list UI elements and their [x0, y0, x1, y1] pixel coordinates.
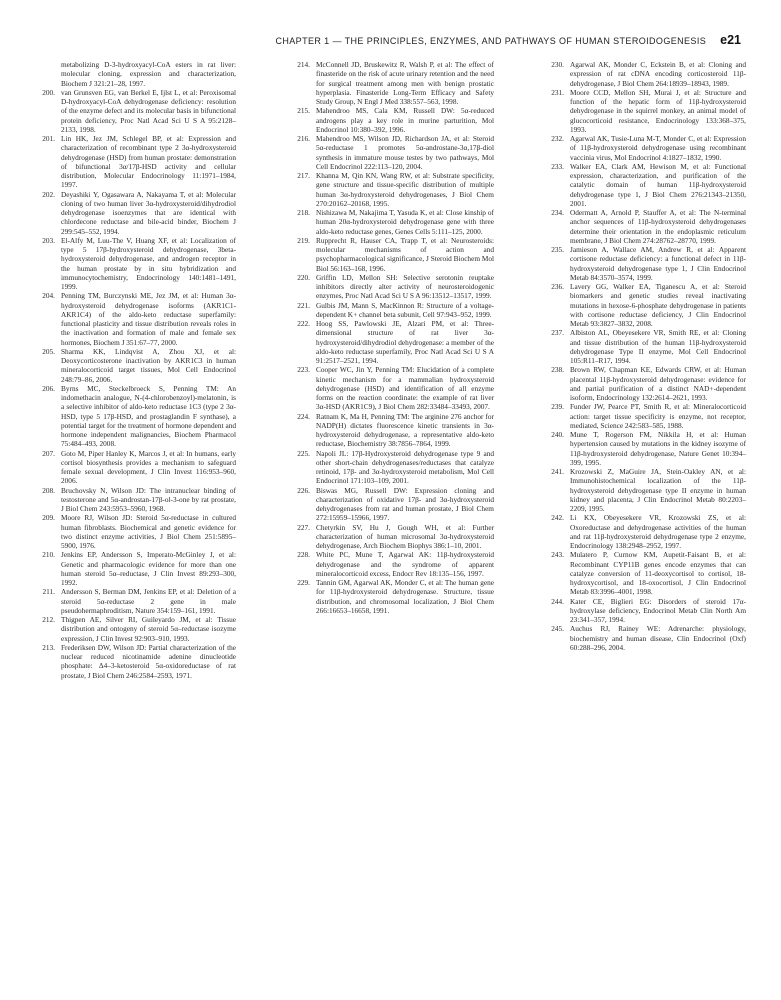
- reference-entry: [36, 550, 236, 587]
- reference-entry: [36, 347, 236, 384]
- reference-number: 243.: [551, 550, 564, 560]
- reference-entry: [545, 365, 746, 402]
- reference-entry: [36, 60, 236, 88]
- reference-entry: [291, 550, 494, 578]
- reference-number: 242.: [551, 513, 564, 523]
- reference-entry: [291, 301, 494, 320]
- reference-entry: [291, 273, 494, 301]
- reference-text: Bruchovsky N, Wilson JD: The intranuclear binding of testosterone and 5α-androstan-17β-ol-3-one by rat prostate, J Biol Chem 243:5953–5960, 1968.: [61, 485, 236, 513]
- reference-entry: [291, 412, 494, 449]
- reference-entry: [545, 88, 746, 134]
- reference-text: Tannin GM, Agarwal AK, Monder C, et al: The human gene for 11β-hydroxysteroid dehydrogenase. Structure, tissue distribution, and chromosomal localization, J Biol Chem 266:16653–16658, 1991.: [316, 578, 494, 615]
- reference-text: van Grunsven EG, van Berkel E, Ijlst L, et al: Peroxisomal D-hydroxyacyl-CoA dehydrogenase deficiency: resolution of the enzyme defect and its molecular basis in bifunctional protein deficiency, Proc Natl Acad Sci U S A 95:2128–2133, 1998.: [61, 87, 236, 134]
- reference-text: Cooper WC, Jin Y, Penning TM: Elucidation of a complete kinetic mechanism for a mammalian hydroxysteroid dehydrogenase (HSD) and identification of all enzyme forms on the reaction coordinate: the example of rat liver 3α-HSD (AKR1C9), J Biol Chem 282:33484–33493, 2007.: [316, 365, 494, 412]
- reference-number: 213.: [42, 642, 55, 652]
- reference-number: 206.: [42, 383, 55, 393]
- reference-entry: [545, 624, 746, 652]
- reference-number: 233.: [551, 161, 564, 171]
- reference-entry: [545, 430, 746, 467]
- reference-entry: [36, 615, 236, 643]
- reference-number: 228.: [297, 550, 310, 560]
- reference-column-3: [545, 60, 746, 652]
- page-number: e21: [720, 33, 741, 47]
- reference-number: 221.: [297, 300, 310, 310]
- reference-number: 216.: [297, 134, 310, 143]
- reference-number: 202.: [42, 189, 55, 199]
- reference-entry: [36, 236, 236, 292]
- reference-entry: [545, 245, 746, 282]
- reference-number: 224.: [297, 411, 310, 421]
- reference-text: Agarwal AK, Tusie-Luna M-T, Monder C, et al: Expression of 11β-hydroxysteroid dehydrogenase using recombinant vaccinia virus, Mol Endocrinol 4:1827–1832, 1990.: [570, 134, 746, 162]
- reference-text: Goto M, Piper Hanley K, Marcos J, et al: In humans, early cortisol biosynthesis provides a mechanism to safeguard female sexual development, J Clin Invest 116:953–960, 2006.: [61, 448, 236, 486]
- reference-number: 215.: [297, 106, 310, 116]
- reference-text: Thigpen AE, Silver RI, Guileyardo JM, et al: Tissue distribution and ontogeny of steroid 5α–reductase isozyme expression, J Clin Invest 92:903–910, 1993.: [61, 615, 236, 643]
- reference-number: 205.: [42, 346, 55, 356]
- reference-text: Mulatero P, Curnow KM, Aupetit-Faisant B, et al: Recombinant CYP11B genes encode enzymes that can catalyze conversion of 11-deoxycortisol to cortisol, 18-hydroxycortisol, and 18-oxocortisol, J Clin Endocrinol Metab 83:3996–4001, 1998.: [570, 550, 746, 597]
- reference-text: El-Alfy M, Luu-The V, Huang XF, et al: Localization of type 5 17β-hydroxysteroid dehydrogenase, 3beta-hydroxysteroid dehydrogenase, and androgen receptor in the human prostate by in situ hybridization and immunocytochemistry, Endocrinology 140:1481–1491, 1999.: [61, 235, 236, 291]
- reference-text: White PC, Mune T, Agarwal AK: 11β-hydroxysteroid dehydrogenase and the syndrome of apparent mineralocorticoid excess, Endocr Rev 18:135–156, 1997.: [316, 550, 494, 578]
- reference-entry: [291, 578, 494, 615]
- reference-number: 240.: [551, 430, 564, 439]
- reference-text: Khanna M, Qin KN, Wang RW, et al: Substrate specificity, gene structure and tissue-specific distribution of multiple human 3α-hydroxysteroid dehydrogenases, J Biol Chem 270:20162–20168, 1995.: [316, 171, 494, 208]
- reference-number: 232.: [551, 134, 564, 143]
- reference-number: 230.: [551, 60, 564, 69]
- reference-entry: [545, 328, 746, 365]
- reference-entry: [36, 88, 236, 134]
- reference-entry: [291, 106, 494, 134]
- reference-text: McConnell JD, Bruskewitz R, Walsh P, et al: The effect of finasteride on the risk of acute urinary retention and the need for surgical treatment among men with benign prostatic hyperplasia. Finasteride Long-Term Efficacy and Safety Study Group, N Engl J Med 338:557–563, 1998.: [316, 60, 494, 106]
- reference-text: Byrns MC, Steckelbroeck S, Penning TM: An indomethacin analogue, N-(4-chlorobenzoyl)-melatonin, is a selective inhibitor of aldo-keto reductase 1C3 (type 2 3α-HSD, type 5 17β-HSD, and prostaglandin F synthase), a potential target for the treatment of hormone dependent and hormone independent malignancies, Biochem Pharmacol 75:484–493, 2008.: [61, 383, 236, 449]
- reference-text: Sharma KK, Lindqvist A, Zhou XJ, et al: Deoxycorticosterone inactivation by AKR1C3 in human mineralocorticoid target tissues, Mol Cell Endocrinol 248:79–86, 2006.: [61, 346, 236, 384]
- reference-number: 204.: [42, 291, 55, 301]
- reference-entry: [545, 550, 746, 596]
- reference-entry: [36, 291, 236, 347]
- reference-text: Mune T, Rogerson FM, Nikkila H, et al: Human hypertension caused by mutations in the kidney isozyme of 11β-hydroxysteroid dehydrogenase, Nature Genet 10:394–399, 1995.: [570, 430, 746, 467]
- reference-number: 226.: [297, 485, 310, 495]
- reference-entry: [291, 60, 494, 106]
- reference-entry: [291, 134, 494, 171]
- reference-number: 208.: [42, 485, 55, 495]
- reference-entry: [36, 190, 236, 236]
- reference-number: 212.: [42, 615, 55, 624]
- reference-number: 244.: [551, 596, 564, 606]
- reference-number: 245.: [551, 624, 564, 634]
- reference-text: Hoog SS, Pawlowski JE, Alzari PM, et al: Three-dimensional structure of rat liver 3α- hydroxysteroid/dihydrodiol dehydrogenase: a member of the aldo-keto reductase superfamily, Proc Natl Acad Sci U S A 91:2517–2521, 1994.: [316, 319, 494, 365]
- reference-number: 209.: [42, 513, 55, 523]
- reference-text: Rupprecht R, Hauser CA, Trapp T, et al: Neurosteroids: molecular mechanisms of action and psychopharmacological significance, J Steroid Biochem Mol Biol 56:163–168, 1996.: [316, 235, 494, 273]
- reference-entry: [545, 60, 746, 88]
- reference-text: Griffin LD, Mellon SH: Selective serotonin reuptake inhibitors directly alter activity of neurosteroidogenic enzymes, Proc Natl Acad Sci U S A 96:13512–13517, 1999.: [316, 272, 494, 301]
- reference-number: 241.: [551, 467, 564, 476]
- reference-text: Mahendroo MS, Cala KM, Russell DW: 5α-reduced androgens play a key role in murine parturition, Mol Endocrinol 10:380–392, 1996.: [316, 106, 494, 134]
- reference-number: 211.: [42, 587, 55, 597]
- reference-number: 239.: [551, 402, 564, 412]
- reference-entry: [36, 513, 236, 550]
- reference-entry: [291, 236, 494, 273]
- reference-text: Walker EA, Clark AM, Hewison M, et al: Functional expression, characterization, and purification of the catalytic domain of human 11β-hydroxysteroid dehydrogenase type 1, J Biol Chem 276:21343–21350, 2001.: [570, 161, 746, 208]
- reference-entry: [291, 486, 494, 523]
- chapter-title: CHAPTER 1 — THE PRINCIPLES, ENZYMES, AND PATHWAYS OF HUMAN STEROIDOGENESIS: [275, 36, 707, 46]
- reference-entry: [291, 208, 494, 236]
- reference-number: 200.: [42, 87, 55, 97]
- reference-text: Lavery GG, Walker EA, Tiganescu A, et al: Steroid biomarkers and genetic studies reveal inactivating mutations in hexose-6-phosphate dehydrogenase in patients with cortisone reductase deficiency, J Clin Endocrinol Metab 93:3827–3832, 2008.: [570, 282, 746, 328]
- reference-number: 203.: [42, 235, 55, 245]
- reference-text: Kater CE, Biglieri EG: Disorders of steroid 17α-hydroxylase deficiency, Endocrinol Metab Clin North Am 23:341–357, 1994.: [570, 596, 746, 624]
- reference-number: 218.: [297, 208, 310, 217]
- reference-number: 222.: [297, 319, 310, 328]
- reference-entry: [36, 449, 236, 486]
- reference-entry: [36, 134, 236, 190]
- reference-entry: [291, 449, 494, 486]
- reference-column-1: [36, 60, 236, 680]
- reference-entry: [545, 402, 746, 430]
- reference-number: 207.: [42, 448, 55, 458]
- reference-number: 223.: [297, 365, 310, 375]
- reference-text: Auchus RJ, Rainey WE: Adrenarche: physiology, biochemistry and human disease, Clin Endocrinol (Oxf) 60:288–296, 2004.: [570, 624, 746, 652]
- reference-number: 220.: [297, 272, 310, 282]
- reference-number: 238.: [551, 365, 564, 375]
- reference-entry: [36, 486, 236, 514]
- reference-text: Gulbis JM, Mann S, MacKinnon R: Structure of a voltage-dependent K+ channel beta subunit, Cell 97:943–952, 1999.: [316, 300, 494, 319]
- reference-text: Deyashiki Y, Ogasawara A, Nakayama T, et al: Molecular cloning of two human liver 3α-hydroxysteroid/dihydrodiol dehydrogenase isoenzymes that are identical with chlordecone reductase and bile-acid binder, Biochem J 299:545–552, 1994.: [61, 189, 236, 236]
- reference-entry: [545, 513, 746, 550]
- reference-text: Andersson S, Berman DM, Jenkins EP, et al: Deletion of a steroid 5α-reductase 2 gene in male pseudohermaphroditism, Nature 354:159–161, 1991.: [61, 587, 236, 615]
- reference-text: Frederiksen DW, Wilson JD: Partial characterization of the nuclear reduced nicotinamide adenine dinucleotide phosphate: Δ4–3-ketosteroid 5α-oxidoreductase of rat prostate, J Biol Chem 246:2584–2593, 1971.: [61, 642, 236, 680]
- reference-number: 236.: [551, 282, 564, 291]
- reference-entry: [36, 643, 236, 680]
- reference-entry: [36, 384, 236, 449]
- reference-text: Ratnam K, Ma H, Penning TM: The arginine 276 anchor for NADP(H) dictates fluorescence kinetic transients in 3α-hydroxysteroid dehydrogenase, a representative aldo-keto reductase, Biochemistry 38:7856–7864, 1999.: [316, 411, 494, 449]
- reference-text: Nishizawa M, Nakajima T, Yasuda K, et al: Close kinship of human 20α-hydroxysteroid dehydrogenase gene with three aldo-keto reductase genes, Genes Cells 5:111–125, 2000.: [316, 208, 494, 236]
- reference-text: Lin HK, Jez JM, Schlegel BP, et al: Expression and characterization of recombinant type 2 3α-hydroxysteroid dehydrogenase (HSD) from human prostate: demonstration of bifunctional 3α/17β-HSD activity and cellular distribution, Molecular Endocrinology 11:1971–1984, 1997.: [61, 134, 236, 190]
- reference-entry: [291, 319, 494, 365]
- reference-number: 219.: [297, 235, 310, 245]
- reference-text: Moore CCD, Mellon SH, Murai J, et al: Structure and function of the hepatic form of 11β-hydroxysteroid dehydrogenase in the squirrel monkey, an animal model of glucocorticoid resistance, Endocrinology 133:368–375, 1993.: [570, 87, 746, 134]
- reference-text: Odermatt A, Arnold P, Stauffer A, et al: The N-terminal anchor sequences of 11β-hydroxysteroid dehydrogenases determine their orientation in the endoplasmic reticulum membrane, J Biol Chem 274:28762–28770, 1999.: [570, 208, 746, 245]
- reference-text: Napoli JL: 17β-Hydroxysteroid dehydrogenase type 9 and other short-chain dehydrogenases/reductases that catalyze retinoid, 17β- and 3α-hydroxysteroid metabolism, Mol Cell Endocrinol 171:103–109, 2001.: [316, 448, 494, 486]
- reference-text: Brown RW, Chapman KE, Edwards CRW, et al: Human placental 11β-hydroxysteroid dehydrogenase: evidence for and partial purification of a distinct NAD+-dependent isoform, Endocrinology 132:2614–2621, 1993.: [570, 365, 746, 402]
- reference-text: Jenkins EP, Andersson S, Imperato-McGinley J, et al: Genetic and pharmacologic evidence for more than one human steroid 5α–reductase, J Clin Invest 89:293–300, 1992.: [61, 550, 236, 587]
- reference-column-2: [291, 60, 494, 615]
- reference-number: 225.: [297, 448, 310, 458]
- reference-text: Chetyrkin SV, Hu J, Gough WH, et al: Further characterization of human microsomal 3α-hydroxysteroid dehydrogenase, Arch Biochem Biophys 386:1–10, 2001.: [316, 522, 494, 550]
- reference-entry: [291, 523, 494, 551]
- reference-text: Biswas MG, Russell DW: Expression cloning and characterization of oxidative 17β- and 3α-hydroxysteroid dehydrogenases from rat and human prostate, J Biol Chem 272:15959–15966, 1997.: [316, 485, 494, 523]
- reference-text: Albiston AL, Obeyesekere VR, Smith RE, et al: Cloning and tissue distribution of the human 11β-hydroxysteroid dehydrogenase Type II enzyme, Mol Cell Endocrinol 105:R11–R17, 1994.: [570, 328, 746, 365]
- reference-number: 237.: [551, 328, 564, 338]
- reference-text: Penning TM, Burczynski ME, Jez JM, et al: Human 3α-hydroxysteroid dehydrogenase isoforms (AKR1C1-AKR1C4) of the aldo-keto reductase superfamily: functional plasticity and tissue distribution reveals roles in the inactivation and formation of male and female sex hormones, Biochem J 351:67–77, 2000.: [61, 291, 236, 347]
- reference-number: 201.: [42, 134, 55, 143]
- reference-number: 217.: [297, 171, 310, 180]
- reference-text: Jamieson A, Wallace AM, Andrew R, et al: Apparent cortisone reductase deficiency: a functional defect in 11β-hydroxysteroid dehydrogenase type 1, J Clin Endocrinol Metab 84:3570–3574, 1999.: [570, 245, 746, 282]
- reference-text: Mahendroo MS, Wilson JD, Richardson JA, et al: Steroid 5α-reductase 1 promotes 5α-androstane-3α,17β-diol synthesis in immature mouse testes by two pathways, Mol Cell Endocrinol 222:113–120, 2004.: [316, 134, 494, 171]
- reference-entry: [545, 162, 746, 208]
- reference-text: metabolizing D-3-hydroxyacyl-CoA esters in rat liver: molecular cloning, expression and characterization, Biochem J 321:21–28, 1997.: [61, 60, 236, 88]
- reference-text: Agarwal AK, Monder C, Eckstein B, et al: Cloning and expression of rat cDNA encoding corticosteroid 11β-dehydrogenase, J Biol Chem 264:18939–18943, 1989.: [570, 60, 746, 88]
- reference-number: 214.: [297, 60, 310, 69]
- reference-text: Krozowski Z, MaGuire JA, Stein-Oakley AN, et al: Immunohistochemical localization of the 11β-hydroxysteroid dehydrogenase type II enzyme in human kidney and placenta, J Clin Endocrinol Metab 80:2203–2209, 1995.: [570, 467, 746, 513]
- reference-entry: [545, 597, 746, 625]
- reference-entry: [36, 587, 236, 615]
- reference-entry: [545, 134, 746, 162]
- reference-text: Li KX, Obeyesekere VR, Krozowski ZS, et al: Oxoreductase and dehydrogenase activities of the human and rat 11β-hydroxysteroid dehydrogenase type 2 enzyme, Endocrinology 138:2948–2952, 1997.: [570, 513, 746, 550]
- reference-entry: [291, 171, 494, 208]
- reference-entry: [545, 282, 746, 328]
- reference-number: 227.: [297, 522, 310, 532]
- reference-number: 210.: [42, 550, 55, 560]
- reference-entry: [291, 365, 494, 411]
- reference-number: 231.: [551, 87, 564, 97]
- reference-number: 234.: [551, 208, 564, 217]
- reference-number: 229.: [297, 578, 310, 587]
- reference-text: Moore RJ, Wilson JD: Steroid 5α-reductase in cultured human fibroblasts. Biochemical and genetic evidence for two distinct enzyme activities, J Biol Chem 251:5895–5900, 1976.: [61, 513, 236, 550]
- reference-number: 235.: [551, 245, 564, 254]
- reference-entry: [545, 467, 746, 513]
- reference-entry: [545, 208, 746, 245]
- reference-text: Funder JW, Pearce PT, Smith R, et al: Mineralocorticoid action: target tissue specificity is enzyme, not receptor, mediated, Science 242:583–585, 1988.: [570, 402, 746, 430]
- running-header: [40, 33, 741, 47]
